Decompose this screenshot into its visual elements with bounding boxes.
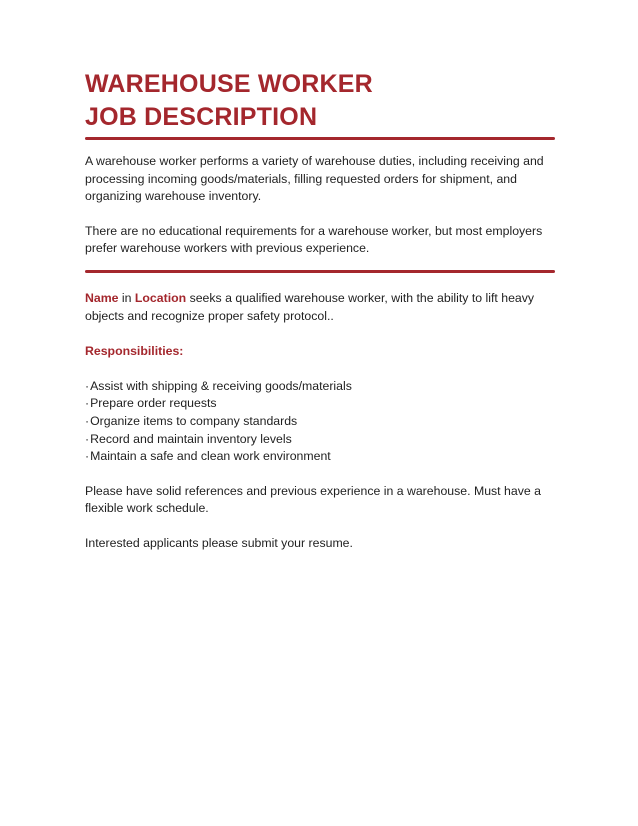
- list-item-text: Organize items to company standards: [90, 413, 298, 428]
- bullet-icon: ·: [85, 431, 90, 446]
- posting-paragraph: [85, 290, 553, 325]
- list-item-text: Prepare order requests: [90, 396, 217, 411]
- section-divider: [85, 270, 555, 273]
- responsibilities-list: [85, 378, 553, 466]
- location-placeholder: Location: [134, 290, 187, 305]
- list-item: [85, 431, 553, 449]
- list-item: [85, 413, 553, 431]
- list-item: [85, 448, 553, 466]
- intro-paragraph: A warehouse worker performs a variety of warehouse duties, including receiving and processing incoming goods/materials, filling requested orders for shipment, and organizing warehouse inventory.: [85, 154, 544, 204]
- title-divider: [85, 137, 555, 140]
- posting-connector: in: [118, 290, 135, 305]
- list-item: [85, 378, 553, 396]
- posting-text: seeks a qualified warehouse worker, with the ability to lift heavy objects and recognize proper safety protocol..: [85, 290, 535, 323]
- bullet-icon: ·: [85, 413, 90, 428]
- title-line-2: JOB DESCRIPTION: [85, 103, 318, 131]
- title-line-1: WAREHOUSE WORKER: [85, 70, 373, 98]
- list-item: [85, 395, 553, 413]
- job-description-page: [85, 68, 553, 553]
- list-item-text: Assist with shipping & receiving goods/materials: [90, 378, 352, 393]
- requirements-note-paragraph: There are no educational requirements for a warehouse worker, but most employers prefer warehouse workers with previous experience.: [85, 223, 543, 256]
- responsibilities-heading: Responsibilities:: [85, 344, 184, 359]
- bullet-icon: ·: [85, 396, 90, 411]
- document-title: [85, 68, 553, 134]
- closing-paragraph: Interested applicants please submit your resume.: [85, 535, 353, 550]
- name-placeholder: Name: [85, 290, 119, 305]
- list-item-text: Record and maintain inventory levels: [90, 431, 292, 446]
- bullet-icon: ·: [85, 378, 90, 393]
- qualifications-paragraph: Please have solid references and previous experience in a warehouse. Must have a flexible work schedule.: [85, 483, 541, 516]
- list-item-text: Maintain a safe and clean work environment: [90, 449, 331, 464]
- bullet-icon: ·: [85, 449, 90, 464]
